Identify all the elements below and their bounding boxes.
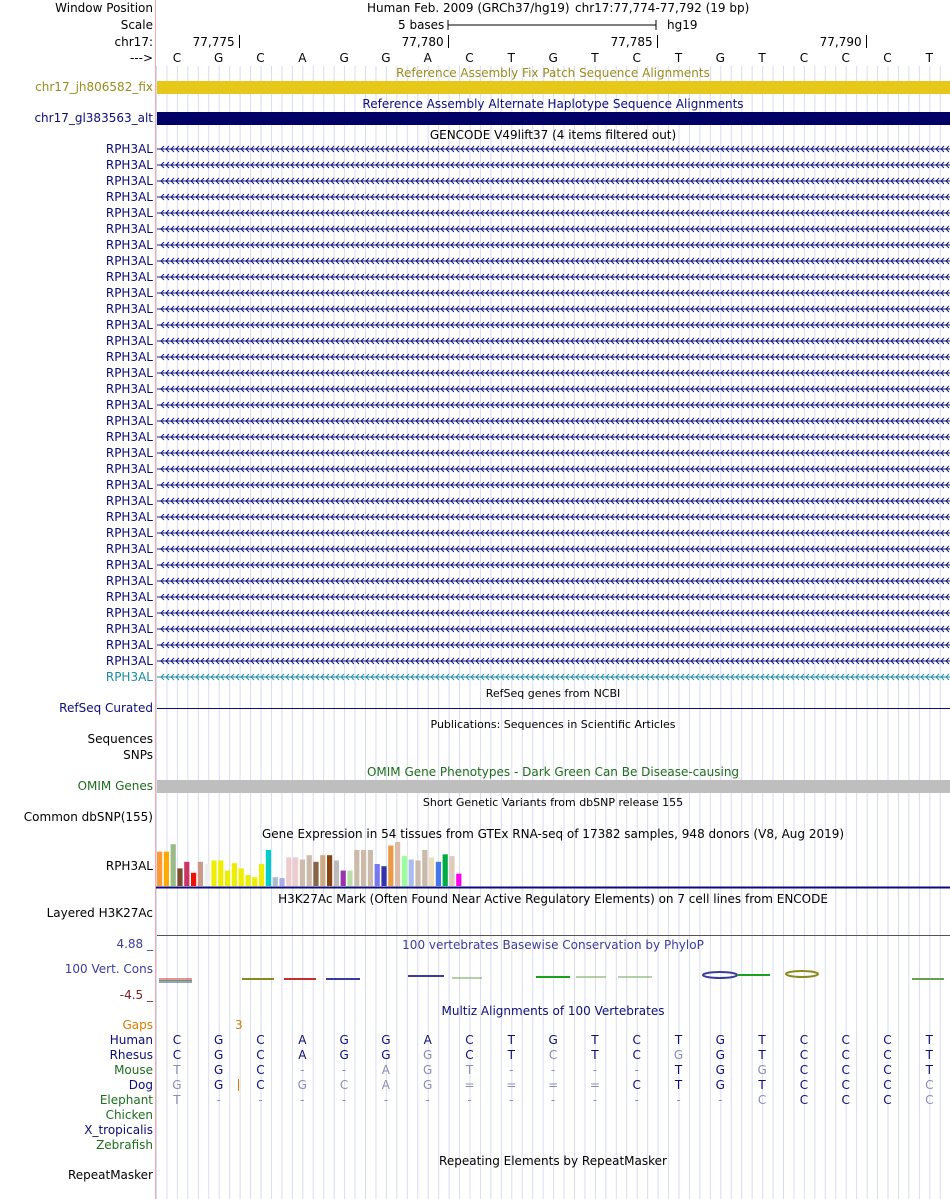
refseq-label[interactable]: RefSeq Curated bbox=[59, 701, 153, 715]
reference-base: G bbox=[339, 51, 349, 65]
gencode-transcript-line[interactable] bbox=[157, 191, 950, 203]
reference-base: C bbox=[256, 51, 265, 65]
gencode-transcript-label[interactable]: RPH3AL bbox=[105, 622, 153, 636]
alignment-base: C bbox=[841, 1078, 850, 1092]
gtex-tissue-bar bbox=[225, 871, 230, 886]
gencode-transcript-line[interactable] bbox=[157, 319, 950, 331]
alignment-base: - bbox=[300, 1093, 305, 1107]
reference-base: T bbox=[507, 51, 515, 65]
alignment-base: T bbox=[758, 1033, 766, 1047]
gencode-transcript-line[interactable] bbox=[157, 159, 950, 171]
alignment-base: - bbox=[467, 1093, 472, 1107]
alignment-base: C bbox=[256, 1033, 265, 1047]
alignment-base: T bbox=[925, 1063, 933, 1077]
alignment-base: T bbox=[591, 1048, 599, 1062]
gencode-transcript-label[interactable]: RPH3AL bbox=[105, 494, 153, 508]
gencode-transcript-line[interactable] bbox=[157, 175, 950, 187]
alignment-base: C bbox=[883, 1078, 892, 1092]
alignment-base: C bbox=[256, 1048, 265, 1062]
gencode-transcript-line[interactable] bbox=[157, 303, 950, 315]
gtex-tissue-bar bbox=[164, 852, 169, 886]
gencode-transcript-line[interactable] bbox=[157, 463, 950, 475]
species-label[interactable]: Zebrafish bbox=[96, 1138, 153, 1152]
gaps-label[interactable]: Gaps bbox=[122, 1018, 153, 1032]
gtex-tissue-bar bbox=[381, 866, 386, 886]
alignment-base: A bbox=[298, 1048, 307, 1062]
gencode-transcript-line[interactable] bbox=[157, 623, 950, 635]
scale-label: Scale bbox=[120, 18, 153, 32]
alignment-base: C bbox=[841, 1033, 850, 1047]
alignment-base: = bbox=[548, 1078, 559, 1092]
alignment-base: C bbox=[172, 1033, 182, 1047]
alt-haplotype-bar[interactable] bbox=[157, 112, 950, 125]
alignment-base: - bbox=[634, 1093, 639, 1107]
gencode-transcript-label[interactable]: RPH3AL bbox=[105, 286, 153, 300]
h3k27ac-title[interactable]: H3K27Ac Mark (Often Found Near Active Regulatory Elements) on 7 cell lines from ENCODE bbox=[278, 892, 828, 906]
gtex-tissue-bar bbox=[443, 854, 448, 886]
gtex-tissue-bar bbox=[286, 857, 291, 886]
gencode-transcript-line[interactable] bbox=[157, 495, 950, 507]
gencode-transcript-label[interactable]: RPH3AL bbox=[105, 510, 153, 524]
alignment-base: G bbox=[715, 1063, 725, 1077]
conservation-title[interactable]: 100 vertebrates Basewise Conservation by PhyloP bbox=[402, 938, 704, 952]
omim-label[interactable]: OMIM Genes bbox=[77, 779, 153, 793]
gencode-transcript-line[interactable] bbox=[157, 351, 950, 363]
alignment-base: T bbox=[758, 1078, 766, 1092]
reference-base: T bbox=[758, 51, 766, 65]
species-label[interactable]: Human bbox=[109, 1033, 153, 1047]
alignment-base: G bbox=[214, 1078, 224, 1092]
gap-marker bbox=[238, 1079, 239, 1091]
ruler-tick-mark bbox=[866, 35, 867, 48]
alignment-base: C bbox=[256, 1078, 265, 1092]
gencode-transcript-label[interactable]: RPH3AL bbox=[105, 382, 153, 396]
alignment-base: - bbox=[341, 1093, 347, 1107]
alignment-base: G bbox=[757, 1063, 767, 1077]
gtex-tissue-bar bbox=[375, 864, 380, 886]
alignment-base: G bbox=[381, 1048, 391, 1062]
gencode-transcript-label[interactable]: RPH3AL bbox=[105, 350, 153, 364]
alignment-base: - bbox=[592, 1093, 598, 1107]
conservation-label[interactable]: 100 Vert. Cons bbox=[64, 962, 153, 976]
gencode-transcript-label[interactable]: RPH3AL bbox=[105, 638, 153, 652]
alignment-base: A bbox=[381, 1063, 390, 1077]
alignment-base: - bbox=[550, 1093, 556, 1107]
alignment-base: G bbox=[715, 1048, 725, 1062]
gtex-tissue-bar bbox=[273, 877, 278, 886]
gencode-transcript-label[interactable]: RPH3AL bbox=[105, 654, 153, 668]
reference-base: G bbox=[381, 51, 391, 65]
alignment-base: C bbox=[883, 1093, 892, 1107]
gencode-transcript-line[interactable] bbox=[157, 207, 950, 219]
alignment-base: - bbox=[216, 1093, 221, 1107]
gencode-transcript-label[interactable]: RPH3AL bbox=[105, 254, 153, 268]
gtex-tissue-bar bbox=[422, 850, 427, 886]
gtex-tissue-bar bbox=[347, 871, 352, 886]
db-text: hg19 bbox=[667, 18, 698, 32]
alignment-base: T bbox=[173, 1063, 181, 1077]
gtex-tissue-bar bbox=[361, 850, 366, 886]
gencode-transcript-line[interactable] bbox=[157, 639, 950, 651]
alignment-base: T bbox=[674, 1033, 683, 1047]
gencode-transcript-label[interactable]: RPH3AL bbox=[105, 318, 153, 332]
alignment-base: G bbox=[715, 1033, 725, 1047]
alignment-base: - bbox=[509, 1093, 514, 1107]
gencode-transcript-line[interactable] bbox=[157, 255, 950, 267]
alignment-base: C bbox=[925, 1078, 934, 1092]
alignment-base: G bbox=[673, 1048, 684, 1062]
fix-patch-title[interactable]: Reference Assembly Fix Patch Sequence Alignments bbox=[396, 66, 710, 80]
alignment-base: G bbox=[339, 1048, 349, 1062]
alignment-base: C bbox=[465, 1048, 474, 1062]
alignment-base: G bbox=[423, 1063, 433, 1077]
species-label[interactable]: X_tropicalis bbox=[84, 1123, 153, 1137]
gtex-tissue-bar bbox=[307, 855, 312, 886]
gencode-transcript-label[interactable]: RPH3AL bbox=[105, 478, 153, 492]
alignment-base: C bbox=[757, 1093, 767, 1107]
species-label[interactable]: Elephant bbox=[99, 1093, 153, 1107]
gtex-tissue-bar bbox=[415, 860, 420, 886]
species-label[interactable]: Dog bbox=[128, 1078, 153, 1092]
reference-base: C bbox=[172, 51, 182, 65]
gencode-transcript-line[interactable] bbox=[157, 143, 950, 155]
alignment-base: C bbox=[632, 1048, 641, 1062]
gencode-transcript-line[interactable] bbox=[157, 399, 950, 411]
gencode-transcript-label[interactable]: RPH3AL bbox=[105, 334, 153, 348]
alignment-base: T bbox=[925, 1033, 933, 1047]
gtex-tissue-bar bbox=[327, 855, 332, 886]
alignment-base: - bbox=[383, 1093, 389, 1107]
alignment-base: - bbox=[258, 1093, 263, 1107]
ruler-tick-mark bbox=[239, 35, 240, 48]
gencode-transcript-line[interactable] bbox=[157, 655, 950, 667]
gtex-bar-chart[interactable] bbox=[156, 841, 950, 889]
gencode-transcript-label[interactable]: RPH3AL bbox=[105, 222, 153, 236]
alignment-base: C bbox=[841, 1063, 850, 1077]
gtex-tissue-bar bbox=[293, 857, 298, 886]
h3k27ac-label[interactable]: Layered H3K27Ac bbox=[46, 906, 153, 920]
ruler-tick-label: 77,775 bbox=[192, 35, 235, 49]
alignment-base: - bbox=[509, 1063, 514, 1077]
gtex-tissue-bar bbox=[252, 877, 257, 886]
gencode-transcript-label[interactable]: RPH3AL bbox=[105, 526, 153, 540]
gtex-tissue-bar bbox=[232, 863, 237, 886]
gtex-tissue-bar bbox=[409, 860, 414, 886]
alignment-base: G bbox=[214, 1033, 224, 1047]
gtex-tissue-bar bbox=[456, 874, 461, 886]
fix-patch-bar[interactable] bbox=[157, 81, 950, 94]
gencode-transcript-label[interactable]: RPH3AL bbox=[105, 558, 153, 572]
reference-base: A bbox=[423, 51, 432, 65]
alignment-base: T bbox=[173, 1093, 181, 1107]
alignment-base: C bbox=[841, 1048, 850, 1062]
gencode-transcript-line[interactable] bbox=[157, 383, 950, 395]
alignment-base: C bbox=[883, 1033, 892, 1047]
gtex-tissue-bar bbox=[300, 860, 305, 886]
gtex-tissue-bar bbox=[266, 850, 271, 886]
reference-base: G bbox=[715, 51, 725, 65]
scale-bar bbox=[447, 18, 659, 32]
gtex-tissue-bar bbox=[368, 850, 373, 886]
alignment-base: G bbox=[715, 1078, 725, 1092]
gencode-transcript-line[interactable] bbox=[157, 575, 950, 587]
dbsnp-label[interactable]: Common dbSNP(155) bbox=[23, 810, 153, 824]
reference-base: G bbox=[214, 51, 224, 65]
gencode-transcript-line[interactable] bbox=[157, 415, 950, 427]
alt-haplotype-title[interactable]: Reference Assembly Alternate Haplotype Sequence Alignments bbox=[362, 97, 744, 111]
conservation-glyphs[interactable] bbox=[156, 966, 950, 986]
conservation-min-label: -4.5 _ bbox=[119, 988, 153, 1002]
gtex-tissue-bar bbox=[436, 862, 441, 886]
alignment-base: - bbox=[592, 1063, 598, 1077]
reference-base: T bbox=[925, 51, 933, 65]
alignment-base: - bbox=[425, 1093, 430, 1107]
alignment-base: G bbox=[214, 1063, 224, 1077]
alignment-base: C bbox=[256, 1063, 265, 1077]
gtex-title[interactable]: Gene Expression in 54 tissues from GTEx RNA-seq of 17382 samples, 948 donors (V8, Aug 2019) bbox=[261, 827, 845, 841]
gencode-transcript-line[interactable] bbox=[157, 223, 950, 235]
omim-title[interactable]: OMIM Gene Phenotypes - Dark Green Can Be Disease-causing bbox=[366, 765, 740, 779]
gtex-tissue-bar bbox=[211, 860, 216, 886]
alignment-base: C bbox=[841, 1093, 850, 1107]
ruler-tick-label: 77,780 bbox=[401, 35, 444, 49]
gencode-transcript-label[interactable]: RPH3AL bbox=[105, 174, 153, 188]
gencode-transcript-line[interactable] bbox=[157, 271, 950, 283]
alignment-base: G bbox=[339, 1033, 349, 1047]
position-text[interactable]: chr17:77,774-77,792 (19 bp) bbox=[575, 1, 750, 15]
reference-base: C bbox=[883, 51, 892, 65]
scale-text: 5 bases bbox=[398, 18, 445, 32]
gencode-transcript-line[interactable] bbox=[157, 447, 950, 459]
gencode-transcript-label[interactable]: RPH3AL bbox=[105, 574, 153, 588]
gtex-tissue-bar bbox=[388, 846, 393, 886]
gencode-transcript-label[interactable]: RPH3AL bbox=[105, 398, 153, 412]
fix-patch-label[interactable]: chr17_jh806582_fix bbox=[35, 80, 153, 94]
dbsnp-title[interactable]: Short Genetic Variants from dbSNP release 155 bbox=[422, 796, 684, 809]
gtex-tissue-bar bbox=[184, 862, 189, 886]
alignment-base: - bbox=[550, 1063, 556, 1077]
gencode-transcript-label[interactable]: RPH3AL bbox=[105, 462, 153, 476]
alignment-base: - bbox=[634, 1063, 639, 1077]
alignment-base: C bbox=[883, 1063, 892, 1077]
reference-base: G bbox=[548, 51, 558, 65]
alignment-base: C bbox=[799, 1093, 809, 1107]
gencode-transcript-label[interactable]: RPH3AL bbox=[105, 238, 153, 252]
alignment-base: C bbox=[465, 1033, 474, 1047]
gencode-transcript-label[interactable]: RPH3AL bbox=[105, 206, 153, 220]
alignment-base: - bbox=[718, 1093, 723, 1107]
gtex-tissue-bar bbox=[239, 868, 244, 886]
gencode-transcript-line[interactable] bbox=[157, 335, 950, 347]
chrom-label: chr17: bbox=[114, 35, 153, 49]
gencode-transcript-label[interactable]: RPH3AL bbox=[105, 302, 153, 316]
refseq-line[interactable] bbox=[157, 708, 950, 709]
gencode-transcript-label[interactable]: RPH3AL bbox=[105, 158, 153, 172]
gencode-transcript-label[interactable]: RPH3AL bbox=[105, 190, 153, 204]
reference-base: C bbox=[465, 51, 474, 65]
omim-bar[interactable] bbox=[157, 780, 950, 793]
species-label[interactable]: Rhesus bbox=[109, 1048, 153, 1062]
gencode-transcript-label[interactable]: RPH3AL bbox=[105, 606, 153, 620]
multiz-title[interactable]: Multiz Alignments of 100 Vertebrates bbox=[441, 1004, 665, 1018]
gencode-transcript-line[interactable] bbox=[157, 367, 950, 379]
gtex-tissue-bar bbox=[198, 862, 203, 886]
alignment-base: T bbox=[925, 1048, 933, 1062]
reference-base: C bbox=[632, 51, 641, 65]
reference-base: A bbox=[298, 51, 307, 65]
gap-count: 3 bbox=[235, 1018, 243, 1032]
gtex-tissue-bar bbox=[449, 856, 454, 886]
reference-base: T bbox=[591, 51, 599, 65]
alignment-base: A bbox=[381, 1078, 390, 1092]
alignment-base: - bbox=[341, 1063, 347, 1077]
refseq-title[interactable]: RefSeq genes from NCBI bbox=[485, 687, 621, 700]
assembly-text: Human Feb. 2009 (GRCh37/hg19) bbox=[367, 1, 570, 15]
gencode-transcript-line[interactable] bbox=[157, 543, 950, 555]
gtex-label[interactable]: RPH3AL bbox=[105, 859, 153, 873]
alignment-base: G bbox=[423, 1078, 433, 1092]
alignment-base: C bbox=[883, 1048, 892, 1062]
alignment-base: T bbox=[674, 1078, 683, 1092]
gencode-transcript-label[interactable]: RPH3AL bbox=[105, 542, 153, 556]
gencode-transcript-line[interactable] bbox=[157, 287, 950, 299]
alignment-base: = bbox=[506, 1078, 517, 1092]
ruler-tick-label: 77,785 bbox=[610, 35, 653, 49]
gtex-tissue-bar bbox=[334, 860, 339, 886]
gtex-tissue-bar bbox=[157, 852, 162, 886]
gencode-transcript-label[interactable]: RPH3AL bbox=[105, 430, 153, 444]
conservation-max-label: 4.88 _ bbox=[116, 937, 153, 951]
alignment-base: C bbox=[632, 1078, 641, 1092]
repeatmasker-label[interactable]: RepeatMasker bbox=[67, 1168, 153, 1182]
gtex-tissue-bar bbox=[259, 864, 264, 886]
alignment-base: C bbox=[799, 1048, 809, 1062]
alignment-base: T bbox=[507, 1033, 515, 1047]
gtex-tissue-bar bbox=[245, 875, 250, 886]
alignment-base: C bbox=[799, 1063, 809, 1077]
alignment-base: T bbox=[465, 1063, 474, 1077]
gtex-tissue-bar bbox=[341, 871, 346, 886]
alignment-base: T bbox=[507, 1048, 515, 1062]
alignment-base: = bbox=[464, 1078, 475, 1092]
gtex-tissue-bar bbox=[171, 844, 176, 886]
species-label[interactable]: Chicken bbox=[105, 1108, 153, 1122]
alignment-base: C bbox=[799, 1033, 809, 1047]
gencode-transcript-line[interactable] bbox=[157, 591, 950, 603]
alignment-base: C bbox=[172, 1048, 182, 1062]
reference-base: C bbox=[799, 51, 809, 65]
h3k27ac-baseline bbox=[157, 935, 950, 936]
gencode-transcript-line[interactable] bbox=[157, 431, 950, 443]
species-label[interactable]: Mouse bbox=[114, 1063, 153, 1077]
gtex-tissue-bar bbox=[205, 864, 210, 886]
alignment-base: G bbox=[214, 1048, 224, 1062]
alignment-base: G bbox=[381, 1033, 391, 1047]
alignment-base: A bbox=[298, 1033, 307, 1047]
gencode-transcript-line[interactable] bbox=[157, 511, 950, 523]
gtex-tissue-bar bbox=[177, 868, 182, 886]
gtex-tissue-bar bbox=[218, 860, 223, 886]
alignment-base: T bbox=[758, 1048, 766, 1062]
ruler-tick-mark bbox=[448, 35, 449, 48]
alignment-base: - bbox=[676, 1093, 681, 1107]
gtex-tissue-bar bbox=[429, 857, 434, 886]
alignment-base: C bbox=[799, 1078, 809, 1092]
gtex-tissue-bar bbox=[279, 878, 284, 886]
gencode-transcript-label[interactable]: RPH3AL bbox=[105, 366, 153, 380]
reference-base: T bbox=[674, 51, 683, 65]
alignment-base: T bbox=[591, 1033, 599, 1047]
gtex-tissue-bar bbox=[313, 862, 318, 886]
alignment-base: C bbox=[548, 1048, 558, 1062]
direction-label: ---> bbox=[129, 51, 153, 65]
gtex-tissue-bar bbox=[320, 855, 325, 886]
alignment-base: A bbox=[423, 1033, 432, 1047]
alignment-base: G bbox=[172, 1078, 182, 1092]
alignment-base: C bbox=[925, 1093, 934, 1107]
gencode-transcript-line[interactable] bbox=[157, 479, 950, 491]
gencode-transcript-line[interactable] bbox=[157, 671, 950, 683]
publications-snps-label[interactable]: SNPs bbox=[123, 748, 153, 762]
alt-haplotype-label[interactable]: chr17_gl383563_alt bbox=[34, 111, 153, 125]
alignment-base: G bbox=[297, 1078, 307, 1092]
publications-title[interactable]: Publications: Sequences in Scientific Articles bbox=[430, 718, 676, 731]
alignment-base: - bbox=[300, 1063, 305, 1077]
publications-sequences-label[interactable]: Sequences bbox=[87, 732, 153, 746]
alignment-base: G bbox=[423, 1048, 433, 1062]
gencode-transcript-label[interactable]: RPH3AL bbox=[105, 414, 153, 428]
gencode-title[interactable]: GENCODE V49lift37 (4 items filtered out) bbox=[429, 128, 677, 142]
alignment-base: T bbox=[674, 1063, 683, 1077]
ruler-tick-mark bbox=[657, 35, 658, 48]
window-position-label: Window Position bbox=[55, 1, 153, 15]
gtex-tissue-bar bbox=[402, 856, 407, 886]
gencode-transcript-label[interactable]: RPH3AL bbox=[105, 670, 153, 684]
reference-base: C bbox=[841, 51, 850, 65]
gencode-transcript-label[interactable]: RPH3AL bbox=[105, 590, 153, 604]
alignment-base: G bbox=[548, 1033, 558, 1047]
gencode-transcript-line[interactable] bbox=[157, 607, 950, 619]
gencode-transcript-label[interactable]: RPH3AL bbox=[105, 446, 153, 460]
gencode-transcript-label[interactable]: RPH3AL bbox=[105, 142, 153, 156]
repeatmasker-title[interactable]: Repeating Elements by RepeatMasker bbox=[439, 1154, 667, 1168]
gtex-tissue-bar bbox=[395, 842, 400, 886]
gtex-tissue-bar bbox=[191, 873, 196, 886]
gencode-transcript-line[interactable] bbox=[157, 239, 950, 251]
ruler-tick-label: 77,790 bbox=[819, 35, 862, 49]
alignment-base: C bbox=[632, 1033, 641, 1047]
gencode-transcript-line[interactable] bbox=[157, 527, 950, 539]
alignment-base: C bbox=[339, 1078, 349, 1092]
gencode-transcript-line[interactable] bbox=[157, 559, 950, 571]
alignment-base: = bbox=[589, 1078, 600, 1092]
gencode-transcript-label[interactable]: RPH3AL bbox=[105, 270, 153, 284]
gtex-tissue-bar bbox=[354, 850, 359, 886]
